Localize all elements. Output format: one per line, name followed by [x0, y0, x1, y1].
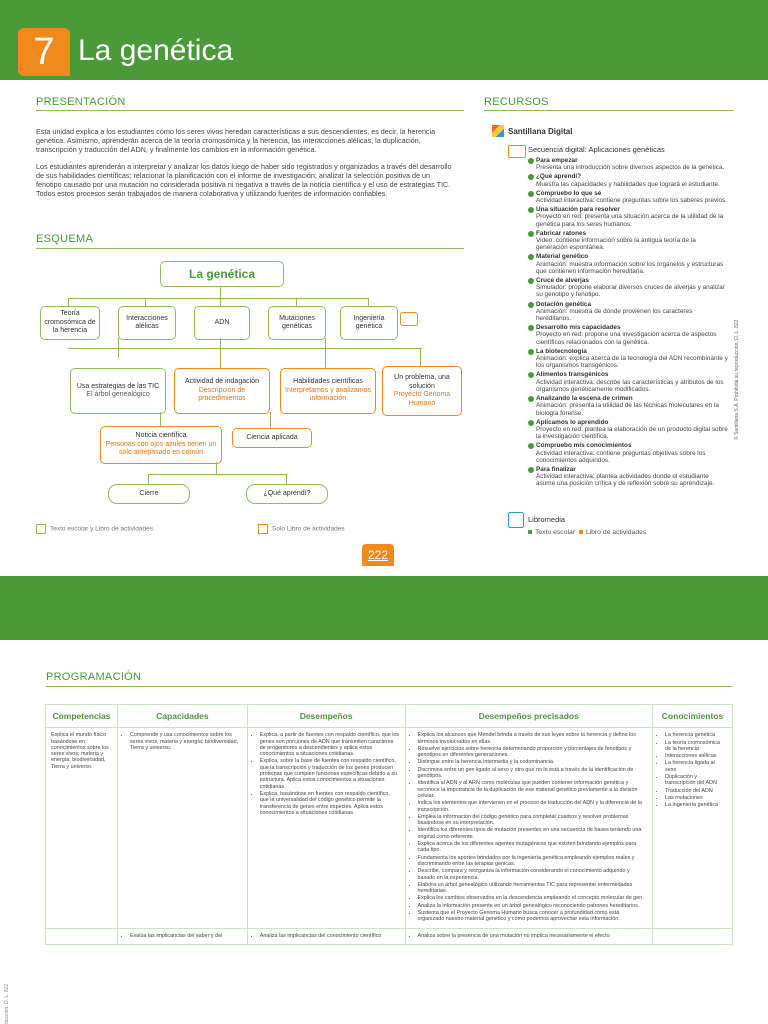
legend-green-swatch: [36, 524, 46, 534]
tic-sub: El árbol genealógico: [86, 391, 150, 398]
connector: [286, 474, 287, 484]
recurso-item[interactable]: Material genético Animación: muestra información sobre los organelos y estructuras que contienen información hereditaria.: [528, 253, 728, 275]
bullet-icon: [528, 191, 534, 197]
noticia-title: Noticia científica: [135, 432, 187, 440]
bullet-icon: [528, 420, 534, 426]
table-row: [46, 928, 733, 944]
recurso-item[interactable]: Dotación genética Animación: muestra de dónde provienen los caracteres hereditarios.: [528, 301, 728, 323]
list-item: • Explica, a partir de fuentes con respaldo científico, que los genes son porciones de ADN que transmiten caracteres de progenitores a descendientes y aplica estos conocimientos a situaciones cotidianas.: [260, 732, 400, 757]
indagacion-title: Actividad de indagación: [185, 378, 259, 386]
topic-interacciones: Interacciones alélicas: [118, 306, 176, 340]
bullet-icon: [528, 158, 534, 164]
noticia-box: [100, 426, 222, 464]
copyright-side-text-2: ducción. D. L. 822: [4, 983, 10, 1024]
connector: [325, 338, 326, 368]
recurso-item[interactable]: Para empezar Presenta una introducción sobre diversos aspectos de la genética.: [528, 157, 728, 171]
secuencia-label: Secuencia digital: Aplicaciones genéticas: [528, 145, 665, 154]
list-item: • Resuelve ejercicios sobre herencia determinando proporción y porcentajes de fenotipos y genotipos en diferentes generaciones.: [418, 746, 647, 759]
problema-sub: Proyecto Genoma Humano: [393, 391, 451, 407]
list-item: • Indica los elementos que intervienen en el proceso de traducción del ADN y la diferencia de la transcripción.: [418, 800, 647, 813]
list-item: • Explica los cambios observados en la descendencia empleando el concepto molecular de gen.: [418, 895, 647, 901]
divider: [484, 110, 734, 111]
lib-actividades-label: Libro de actividades: [585, 529, 647, 536]
list-item: • Comprende y usa conocimientos sobre los seres vivos, materia y energía; biodiversidad, Tierra y universo.: [130, 732, 242, 751]
connector: [145, 298, 146, 306]
list-item: • Explica acerca de los diferentes agentes mutagénicos que existen brindando ejemplos para cada tipo.: [418, 841, 647, 854]
list-item: • Explica los alcances que Mendel brinda a través de sus leyes sobre la herencia y define los términos involucrados en ellas.: [418, 732, 647, 745]
ciencia-box: Ciencia aplicada: [232, 428, 312, 448]
recurso-item[interactable]: La biotecnología Animación: explica acerca de la tecnología del ADN recombinante y los organismos transgénicos.: [528, 348, 728, 370]
recurso-item[interactable]: Aplicamos lo aprendido Proyecto en red: plantea la elaboración de un producto digital sobre la investigación científica.: [528, 419, 728, 441]
topic-adn: ADN: [194, 306, 250, 340]
chapter-number: 7: [18, 28, 70, 76]
connector: [220, 338, 221, 368]
bullet-icon: [528, 467, 534, 473]
legend-orange-label: Solo Libro de actividades: [272, 525, 345, 533]
list-item: • Interacciones alélicas: [665, 753, 727, 759]
connector: [368, 298, 369, 306]
bullet-icon: [528, 174, 534, 180]
bullet-icon: [528, 254, 534, 260]
recursos-heading: RECURSOS: [484, 96, 549, 108]
programacion-heading: PROGRAMACIÓN: [46, 671, 142, 683]
cierre-box: Cierre: [108, 484, 190, 504]
bullet-icon: [528, 443, 534, 449]
connector: [296, 298, 297, 306]
habilidades-box: [280, 368, 376, 414]
schema-root: La genética: [160, 261, 284, 287]
connector: [420, 348, 421, 368]
conocimientos-cell: [653, 728, 733, 928]
recurso-item[interactable]: Una situación para resolver Proyecto en red: presenta una situación acerca de la utilidad de la genética para los seres humanos.: [528, 206, 728, 228]
desempenos-cell: [247, 928, 405, 944]
problema-title: Un problema, una solución: [394, 374, 450, 390]
bullet-icon: [528, 207, 534, 213]
connector: [68, 348, 422, 349]
competencia-cell: Explica el mundo físico basándose en conocimientos sobre los seres vivos; materia y energía; biodiversidad, Tierra y universo.: [46, 728, 118, 928]
capacidades-cell: [117, 928, 247, 944]
empty-cell: [46, 928, 118, 944]
list-item: • Emplea la información del código genético para completar cuadros y resolver problemas basándose en su interpretación.: [418, 814, 647, 827]
list-item: • Analiza sobre la presencia de una mutación no implica necesariamente el efecto: [418, 933, 647, 939]
list-item: • Sustenta que el Proyecto Genoma Humano busca conocer a profundidad cómo está organizado nuestro material genético y cómo podemos aprovechar esta información.: [418, 910, 647, 923]
list-item: • Elabora un árbol genealógico utilizando herramientas TIC para representar enfermedades hereditarias.: [418, 882, 647, 895]
desempenos-cell: [247, 728, 405, 928]
topic-mutaciones: Mutaciones genéticas: [268, 306, 326, 340]
divider: [46, 686, 732, 687]
list-item: • Describe, compara y reorganiza la información considerando el conocimiento adquirido y basado en la experiencia.: [418, 868, 647, 881]
recurso-item[interactable]: Compruebo lo que sé Actividad interactiva: contiene preguntas sobre los saberes previos.: [528, 190, 728, 204]
libromedia-label: Libromedia: [528, 515, 566, 524]
precisados-cell: [405, 728, 652, 928]
recurso-item[interactable]: Analizando la escena de crimen Animación: presenta la utilidad de las técnicas moleculares en la biología forense.: [528, 395, 728, 417]
recurso-item[interactable]: Para finalizar Actividad interactiva: plantea actividades donde el estudiante asume una posición crítica y de reflexión sobre su aprendizaje.: [528, 466, 728, 488]
presentacion-paragraph-2: Los estudiantes aprenderán a interpretar y analizar los datos luego de haber sido registrados y organizados a través del desarrollo de sus habilidades científicas; relacionar la planificación con el informe de investigación; analizar la selección positiva de un fenotipo causado por una mutación no considerada positiva ni negativa a través de la noticia científica y el uso de estrategias TIC. Todos estos procesos serán trabajados de manera colaborativa y utilizando fuentes de información confiables.: [36, 162, 452, 198]
connector: [68, 298, 368, 299]
connector: [270, 412, 271, 428]
bullet-icon: [528, 231, 534, 237]
recursos-list: [528, 157, 728, 490]
list-item: • Identifica los diferentes tipos de mutación presentes en una secuencia de bases teniendo una original como referente.: [418, 827, 647, 840]
list-item: • Fundamenta los aportes brindados por la ingeniería genética empleando ejemplos reales y discriminando entre las terapias génicas.: [418, 855, 647, 868]
libromedia-icon: [508, 512, 524, 528]
list-item: • La herencia genética: [665, 732, 727, 738]
list-item: • Distingue entre la herencia intermedia y la codominancia.: [418, 759, 647, 765]
legend-green-label: Texto escolar y Libro de actividades: [50, 525, 153, 533]
noticia-sub: Personas con ojos azules tienen un solo antepasado en común: [105, 440, 217, 457]
precisados-cell: [405, 928, 652, 944]
bullet-icon: [528, 325, 534, 331]
digital-icon: [400, 312, 418, 326]
presentacion-heading: PRESENTACIÓN: [36, 96, 126, 108]
list-item: • Explica, sobre la base de fuentes con respaldo científico, que la transcripción y traducción de los genes producen proteínas que cumplen funciones específicas debido a su estructura. Aplica estos conocimientos a situaciones cotidianas.: [260, 758, 400, 789]
divider: [36, 248, 464, 249]
santillana-logo-icon: [492, 125, 504, 137]
programacion-table: [45, 704, 733, 945]
legend-orange: [258, 524, 345, 534]
topic-teoria: Teoría cromosómica de la herencia: [40, 306, 100, 340]
indagacion-sub: Descripción de procedimientos: [198, 386, 246, 403]
bullet-icon: [579, 530, 583, 534]
indagacion-box: [174, 368, 270, 414]
column-header: Competencias: [46, 705, 118, 728]
recurso-item[interactable]: ¿Qué aprendí? Muestra las capacidades y habilidades que logrará el estudiante.: [528, 173, 728, 187]
list-item: • Identifica al ADN y al ARN como moléculas que pueden contener información genética y reconoce la importancia de la duplicación de ese material genético previamente a la división celular.: [418, 780, 647, 799]
recurso-item[interactable]: Cruce de alverjas Simulador: propone elaborar diversos cruces de alverjas y analizar su genotipo y fenotipo.: [528, 277, 728, 299]
recurso-item[interactable]: Alimentos transgénicos Actividad interactiva: describe las características y atributos de los organismos genéticamente modificados.: [528, 371, 728, 393]
recurso-item[interactable]: Compruebo mis conocimientos Actividad interactiva: contiene preguntas objetivas sobre los conocimientos adquiridos.: [528, 442, 728, 464]
aprendi-box: ¿Qué aprendí?: [246, 484, 328, 504]
list-item: • La ingeniería genética: [665, 802, 727, 808]
page-break-band: [0, 576, 768, 640]
list-item: • Analiza la información presente en un árbol genealógico reconociendo patrones hereditarios.: [418, 903, 647, 909]
tic-title: Usa estrategias de las TIC: [76, 382, 160, 390]
column-header: Desempeños precisados: [405, 705, 652, 728]
column-header: Capacidades: [117, 705, 247, 728]
connector: [148, 474, 149, 484]
list-item: • Las mutaciones: [665, 795, 727, 801]
bullet-icon: [528, 530, 532, 534]
bullet-icon: [528, 302, 534, 308]
recurso-item[interactable]: Fabricar ratones Video: contiene información sobre la antigua teoría de la generación espontánea.: [528, 230, 728, 252]
connector: [220, 286, 221, 298]
list-item: • La herencia ligada al sexo: [665, 760, 727, 773]
list-item: • Discrimina entre un gen ligado al sexo y otro que no lo está a través de la identificación de genotipos.: [418, 767, 647, 780]
esquema-heading: ESQUEMA: [36, 233, 94, 245]
list-item: • Explica, basándose en fuentes con respaldo científico, que la universalidad del código genético permite la transferencia de genes entre especies. Aplica estos conocimientos a situaciones cotidianas.: [260, 791, 400, 816]
connector: [160, 412, 161, 426]
connector: [118, 338, 119, 358]
topic-ingenieria: Ingeniería genética: [340, 306, 398, 340]
santillana-label: Santillana Digital: [508, 127, 573, 136]
connector: [216, 462, 217, 474]
connector: [148, 474, 286, 475]
divider: [36, 110, 464, 111]
empty-cell: [653, 928, 733, 944]
list-item: • La teoría cromosómica de la herencia: [665, 740, 727, 753]
bullet-icon: [528, 372, 534, 378]
connector: [220, 298, 221, 306]
presentacion-paragraph-1: Esta unidad explica a los estudiantes cómo los seres vivos heredan características a sus descendientes, es decir, la herencia genética. Asimismo, aprenderán acerca de la teoría cromosómica y la herencia, las interacciones alélicas, la duplicación, transcripción y traducción del ADN, y finalmente los cambios en la información genética.: [36, 127, 436, 154]
recurso-item[interactable]: Desarrollo mis capacidades Proyecto en red: propone una investigación acerca de aspectos científicos relacionados con la genética.: [528, 324, 728, 346]
table-header-row: [46, 705, 733, 728]
page-number: 222: [362, 544, 394, 566]
bullet-icon: [528, 278, 534, 284]
problema-box: [382, 366, 462, 416]
list-item: • Duplicación y transcripción del ADN: [665, 774, 727, 787]
legend-orange-swatch: [258, 524, 268, 534]
tablet-icon: [508, 145, 526, 158]
list-item: • Evalúa las implicancias del saber y del: [130, 933, 242, 939]
bullet-icon: [528, 396, 534, 402]
list-item: • Analiza las implicancias del conocimiento científico: [260, 933, 400, 939]
bullet-icon: [528, 349, 534, 355]
copyright-side-text: © Santillana S.A. Prohibida su reproducción. D. L. 822: [734, 319, 740, 440]
habilidades-title: Habilidades científicas: [293, 378, 363, 386]
legend-green: [36, 524, 153, 534]
connector: [68, 298, 69, 306]
column-header: Desempeños: [247, 705, 405, 728]
habilidades-sub: Interpretamos y analizamos información: [285, 386, 371, 403]
capacidades-cell: [117, 728, 247, 928]
libromedia-legend: [528, 529, 646, 536]
table-row: [46, 728, 733, 928]
tic-box: [70, 368, 166, 414]
column-header: Conocimientos: [653, 705, 733, 728]
list-item: • Traducción del ADN: [665, 788, 727, 794]
chapter-title: La genética: [78, 34, 234, 67]
lib-texto-label: Texto escolar: [535, 529, 576, 536]
